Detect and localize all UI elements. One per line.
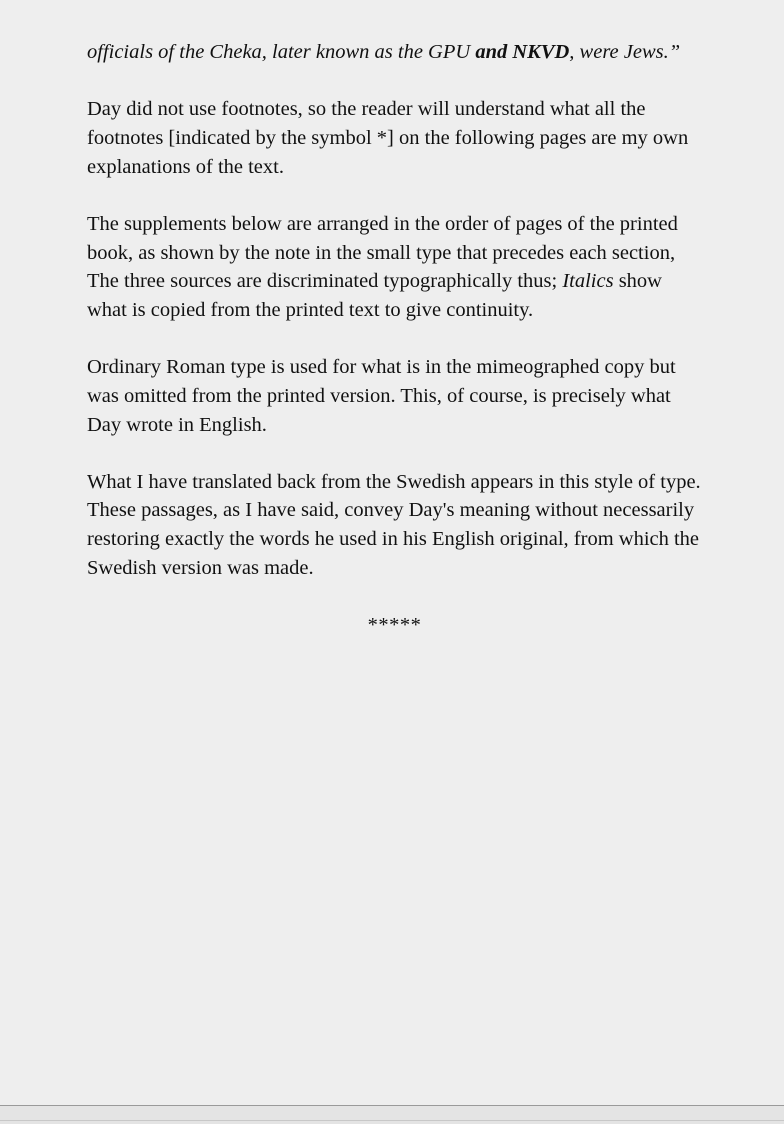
paragraph-footnotes: Day did not use footnotes, so the reader will understand what all the footnotes [indicated by the symbol *] on the following pages are my own explanations of the text. xyxy=(87,98,689,178)
bold-italic-text: and NKVD xyxy=(475,41,570,63)
section-separator: ***** xyxy=(367,614,422,637)
roman-text: The supplements below are arranged in the order of pages of the printed book, as shown by the note in the small type that precedes each section, The three sources are discriminated typographically thus; xyxy=(87,212,678,293)
italic-text: Italics xyxy=(562,270,614,293)
paragraph-swedish-translation: What I have translated back from the Swedish appears in this style of type. These passages, as I have said, convey Day's meaning without necessarily restoring exactly the words he used in his English original, from which the Swedish version was made. xyxy=(87,470,701,579)
paragraph-supplements xyxy=(87,210,702,325)
bottom-scrollbar[interactable] xyxy=(0,1105,784,1124)
roman-text: show what is copied from the printed text to give continuity. xyxy=(87,270,662,321)
paragraph-roman-type: Ordinary Roman type is used for what is in the mimeographed copy but was omitted from the printed version. This, of course, is precisely what Day wrote in English. xyxy=(87,356,676,436)
italic-text: officials of the Cheka, later known as the GPU xyxy=(87,41,476,63)
italic-text: , were Jews.” xyxy=(569,41,681,63)
document-body xyxy=(87,38,702,640)
paragraph-quote-end xyxy=(87,38,702,67)
scrollbar-track-line xyxy=(0,1120,784,1121)
